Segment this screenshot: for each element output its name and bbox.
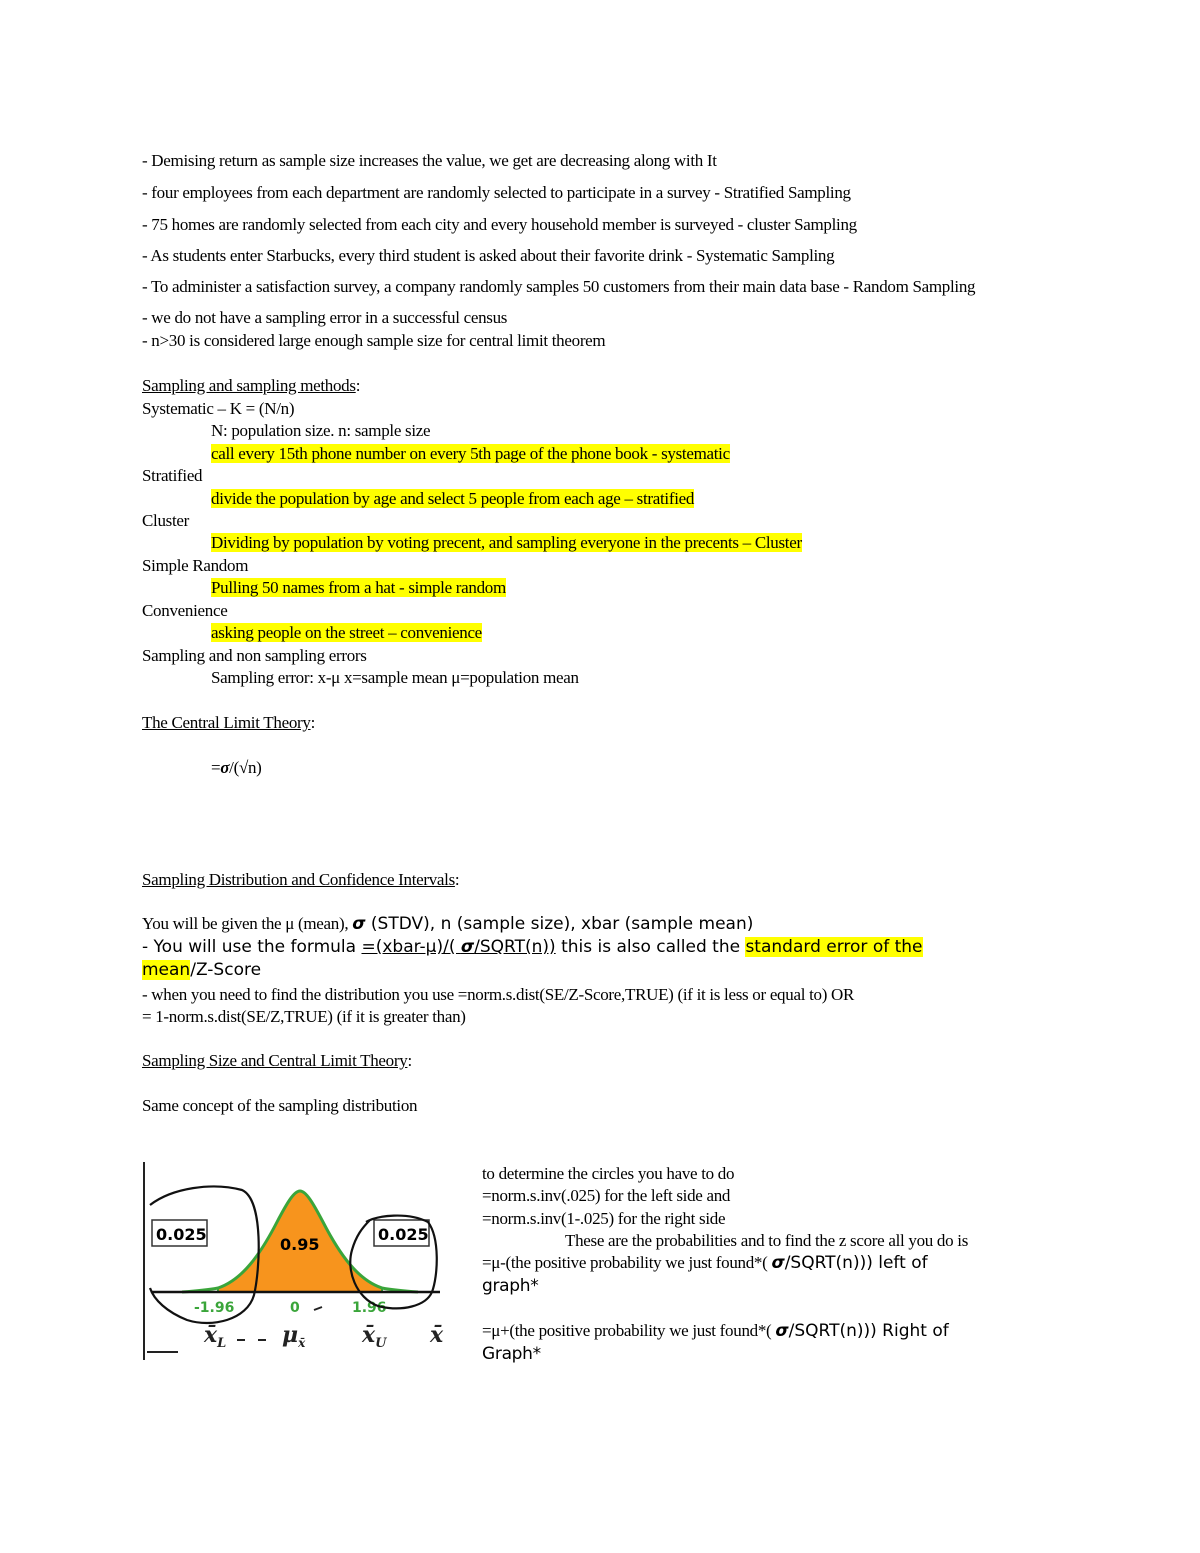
sample-size-text: Same concept of the sampling distribution	[142, 1096, 418, 1115]
sigma-symbol: σ	[220, 758, 230, 777]
stratified-example	[211, 488, 694, 510]
note-line	[482, 1320, 949, 1342]
heading-text: Sampling Size and Central Limit Theory	[142, 1051, 408, 1070]
note-line: These are the probabilities and to find the z score all you do is	[565, 1231, 969, 1250]
use-end: /Z-Score	[190, 960, 262, 980]
heading-colon: :	[454, 870, 460, 889]
cluster-example	[211, 532, 802, 554]
x-upper-main: x̄	[362, 1322, 376, 1348]
z-left-label: -1.96	[194, 1300, 235, 1316]
given-prefix: You will be given the μ (mean),	[142, 914, 353, 933]
sigma-symbol: σ	[775, 1321, 789, 1341]
given-suffix: (STDV), n (sample size), xbar (sample mean)	[365, 914, 754, 934]
x-lower-main: x̄	[204, 1322, 218, 1348]
use-mid: this is also called the	[555, 937, 746, 957]
heading-text: The Central Limit Theory	[142, 713, 311, 732]
bullet-line: - we do not have a sampling error in a successful census	[142, 308, 508, 327]
formula-line-cont	[142, 959, 261, 981]
bullet-line: - As students enter Starbucks, every third student is asked about their favorite drink - Systematic Sampling	[142, 246, 835, 265]
z-right-label: 1.96	[352, 1300, 387, 1316]
highlight-text: standard error of the	[745, 937, 923, 957]
note-line: =norm.s.inv(1-.025) for the right side	[482, 1209, 726, 1228]
x-bar-symbol: x̄	[430, 1322, 444, 1348]
normal-distribution-graph	[142, 1160, 454, 1365]
bullet-line: - n>30 is considered large enough sample size for central limit theorem	[142, 331, 606, 350]
highlight-text: divide the population by age and select 5 people from each age – stratified	[211, 489, 695, 508]
formula-line	[142, 936, 923, 958]
sigma-symbol: σ	[352, 914, 366, 934]
note-part: /SQRT(n))) left of	[784, 1253, 928, 1273]
section-heading-sampling	[142, 375, 360, 397]
method-stratified: Stratified	[142, 466, 203, 485]
x-lower-sub: L	[217, 1336, 227, 1351]
given-line	[142, 913, 753, 935]
sampling-errors: Sampling and non sampling errors	[142, 646, 367, 665]
note-line: graph*	[482, 1276, 539, 1296]
sigma-symbol: σ	[771, 1253, 785, 1273]
section-heading-sdci	[142, 869, 459, 891]
note-part: /SQRT(n))) Right of	[788, 1321, 949, 1341]
heading-colon: :	[310, 713, 316, 732]
method-cluster: Cluster	[142, 511, 190, 530]
section-heading-sample-size	[142, 1050, 412, 1072]
bullet-line: - 75 homes are randomly selected from each city and every household member is surveyed - cluster Sampling	[142, 215, 857, 234]
formula-suffix: /(√n)	[229, 758, 262, 777]
simple-random-example	[211, 577, 506, 599]
heading-colon: :	[355, 376, 361, 395]
convenience-example	[211, 622, 482, 644]
mu-sub: x̄	[298, 1336, 306, 1350]
method-convenience: Convenience	[142, 601, 228, 620]
note-part: =μ-(the positive probability we just found*(	[482, 1253, 772, 1272]
right-tail-label: 0.025	[378, 1225, 429, 1244]
note-line: =norm.s.inv(.025) for the left side and	[482, 1186, 731, 1205]
section-heading-clt	[142, 712, 315, 734]
formula-prefix: =	[211, 758, 221, 777]
heading-colon: :	[407, 1051, 412, 1070]
center-area-label: 0.95	[280, 1235, 320, 1254]
highlight-text: Pulling 50 names from a hat - simple random	[211, 578, 506, 597]
formula-a: =(xbar-μ)/(	[361, 937, 461, 957]
bullet-line: - To administer a satisfaction survey, a company randomly samples 50 customers from their main data base - Random Sampling	[142, 277, 976, 296]
bullet-line: - four employees from each department are randomly selected to participate in a survey - Stratified Sampling	[142, 183, 851, 202]
distribution-line-2: = 1-norm.s.dist(SE/Z,TRUE) (if it is greater than)	[142, 1007, 466, 1026]
highlight-text: asking people on the street – convenience	[211, 623, 482, 642]
method-systematic: Systematic – K = (N/n)	[142, 399, 295, 418]
sigma-symbol: σ	[460, 937, 475, 957]
left-tail-label: 0.025	[156, 1225, 207, 1244]
note-line	[482, 1252, 928, 1274]
note-line: to determine the circles you have to do	[482, 1164, 735, 1183]
sampling-error-definition: Sampling error: x-μ x=sample mean μ=population mean	[211, 668, 579, 687]
heading-text: Sampling Distribution and Confidence Intervals	[142, 870, 455, 889]
mu-main: μ	[282, 1322, 299, 1348]
note-line: Graph*	[482, 1344, 541, 1364]
clt-formula	[211, 757, 262, 779]
systematic-example	[211, 443, 730, 465]
highlight-text: mean	[142, 960, 191, 980]
use-prefix: - You will use the formula	[142, 937, 362, 957]
formula-b: /SQRT(n))	[474, 937, 556, 957]
distribution-line: - when you need to find the distribution you use =norm.s.dist(SE/Z-Score,TRUE) (if it is less or equal to) OR	[142, 985, 855, 1004]
x-upper-sub: U	[375, 1336, 387, 1351]
note-part: =μ+(the positive probability we just found*(	[482, 1321, 776, 1340]
highlight-text: call every 15th phone number on every 5th page of the phone book - systematic	[211, 444, 730, 463]
bullet-line: - Demising return as sample size increases the value, we get are decreasing along with It	[142, 151, 717, 170]
z-zero-label: 0	[290, 1300, 300, 1316]
heading-text: Sampling and sampling methods	[142, 376, 356, 395]
method-simple-random: Simple Random	[142, 556, 249, 575]
systematic-note: N: population size. n: sample size	[211, 421, 431, 440]
highlight-text: Dividing by population by voting precent, and sampling everyone in the precents – Cluster	[211, 533, 802, 552]
